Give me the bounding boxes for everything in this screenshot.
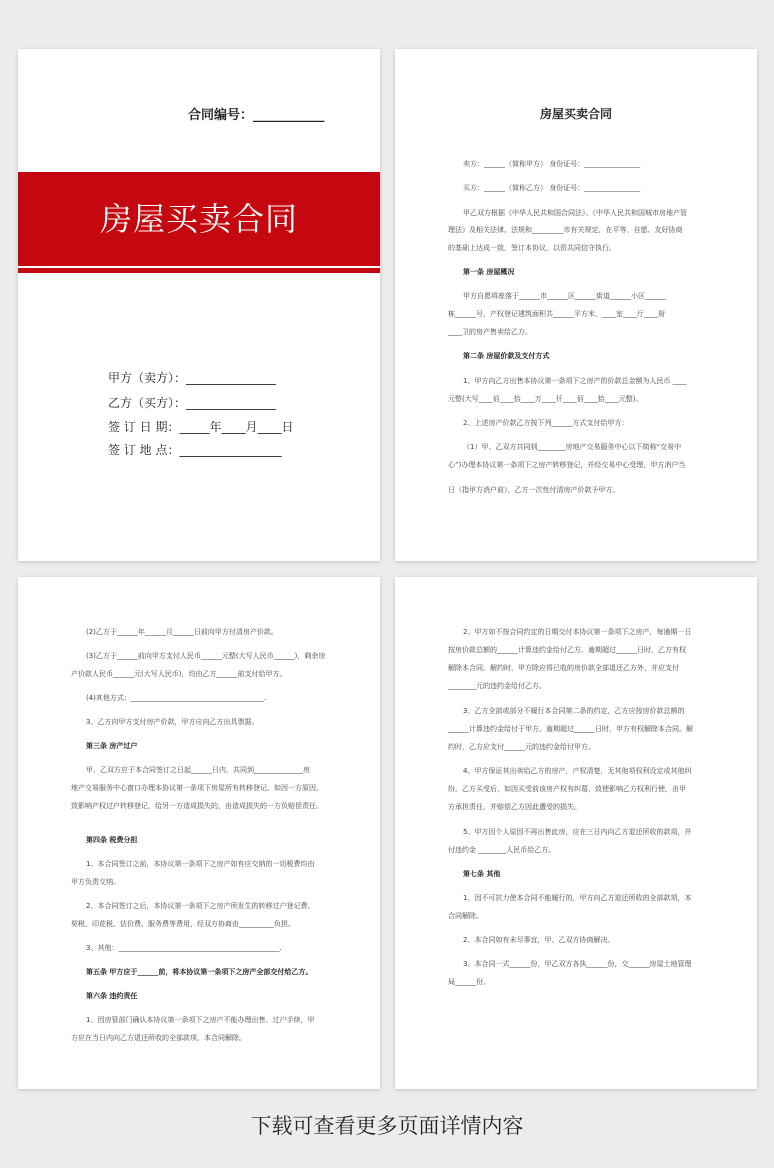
sign-date-field: 签 订 日 期：_____年____月____日 [108, 420, 294, 434]
text-line: ______计算违约金给付于甲方。逾期超过______日时，甲方有权解除本合同。解 [448, 725, 693, 733]
contract-page-2 [18, 577, 380, 1089]
text-line: 局______份。 [448, 978, 490, 986]
text-line: 方应在当日内向乙方退还所收的全部款项，本合同解除。 [71, 1034, 246, 1042]
text-line: 甲、乙双方应于本合同签订之日起______日内，共同到______________房 [86, 766, 310, 774]
text-line: 付违约金 ________人民币给乙方。 [448, 846, 556, 854]
text-line: 契税、印花税、估价费、服务费等费用，经双方协商由__________负担。 [71, 920, 295, 928]
text-line: 地产交易服务中心窗口办理本协议第一条项下房屋所有转移登记。如因一方原因， [71, 784, 323, 792]
text-line: 1、因不可抗力使本合同不能履行的，甲方向乙方退还所收的全部款项，本 [463, 894, 692, 902]
section-heading: 第四条 税费分担 [86, 836, 138, 844]
text-line: 买方：______（简称乙方） 身份证号：________________ [463, 184, 641, 192]
text-line: 3、乙方全部或部分不履行本合同第二条的约定，乙方应按房价款总额的 [463, 707, 685, 715]
text-line: 心”)办理本协议第一条项下之房产转移登记，并经交易中心受理，甲方消户当 [448, 461, 686, 469]
text-line: ____卫的房产售卖给乙方。 [448, 328, 532, 336]
section-heading: 第三条 房产过户 [86, 742, 138, 750]
text-line: 元整(大写____佰____拾____万____仟____佰____拾____元整)。 [448, 395, 643, 403]
sign-place-field: 签 订 地 点：_________________ [108, 443, 282, 457]
title-underline [18, 268, 380, 273]
section-heading: 第二条 房屋价款及支付方式 [463, 352, 550, 360]
text-line: 方承担责任，并赔偿乙方因此遭受的损失。 [448, 803, 581, 811]
text-line: 栋______号，产权登记建筑面积共______平方米，____室____厅____厨 [448, 310, 665, 318]
text-line: 2、本合同签订之后，本协议第一条项下之房产所发生的转移过户登记费、 [86, 902, 315, 910]
text-line: 1、甲方向乙方出售本协议第一条项下之房产的价款总金额为人民币 ____ [463, 377, 687, 385]
contract-number: 合同编号：___________ [188, 108, 325, 123]
text-line: ________元的违约金给付乙方。 [448, 682, 546, 690]
text-line: 3、本合同一式______份，甲乙双方各执______份，交______房屋土地管理 [463, 960, 692, 968]
cover-title: 房屋买卖合同 [99, 200, 298, 238]
text-line: 3、其他：______________________________________________. [86, 944, 282, 952]
text-line: (2)乙方于______年______月______日前向甲方付清房产价款。 [86, 628, 278, 636]
text-line: (3)乙方于______前向甲方支付人民币______元整(大写人民币______)，剩余房 [86, 652, 326, 660]
page-title: 房屋买卖合同 [539, 107, 612, 121]
text-line: （1）甲、乙双方共同到________房地产交易服务中心以下简称“交易中 [463, 443, 682, 451]
text-line: 的基础上达成一致，签订本协议，以资共同信守执行。 [448, 244, 616, 252]
text-line: 甲方自愿将座落于______市______区______街道______小区______ [463, 292, 666, 300]
text-line: 甲乙双方根据《中华人民共和国合同法》、《中华人民共和国城市房地产管 [463, 209, 687, 217]
text-line: 卖方：______（简称甲方） 身份证号：________________ [463, 160, 641, 168]
cover-page [18, 49, 380, 561]
text-line: 2、上述房产价款乙方按下列______方式支付给甲方： [463, 419, 629, 427]
text-line: 合同解除。 [448, 912, 483, 920]
download-hint: 下载可查看更多页面详情内容 [250, 1114, 524, 1138]
text-line: 2、本合同如有未尽事宜，甲、乙双方协商解决。 [463, 936, 615, 944]
section-heading: 第七条 其他 [463, 870, 501, 878]
section-heading: 第六条 违约责任 [86, 992, 138, 1000]
text-line: 致影响产权过户转移登记，给另一方造成损失的，由造成损失的一方负赔偿责任。 [71, 802, 323, 810]
party-a-field: 甲方（卖方）：_______________ [108, 371, 277, 385]
contract-page-3 [395, 577, 757, 1089]
text-line: 1、因房管部门确认本协议第一条项下之房产不能办理出售、过户手续，甲 [86, 1016, 315, 1024]
party-b-field: 乙方（买方）：_______________ [108, 396, 277, 410]
contract-page-1 [395, 49, 757, 561]
text-line: (4)其他方式：______________________________________. [86, 694, 267, 702]
text-line: 解除本合同。解约时，甲方除应将已收的房价款全部退还乙方外，并应支付 [448, 664, 679, 672]
text-line: 约时，乙方应支付______元的违约金给付甲方。 [448, 743, 595, 751]
text-line: 1、本合同签订之前，本协议第一条项下之房产如有应交纳的一切税费均由 [86, 860, 315, 868]
section-heading: 第五条 甲方应于______前，将本协议第一条项下之房产全部交付给乙方。 [86, 968, 313, 976]
text-line: 2、甲方如不按合同约定的日期交付本协议第一条项下之房产，每逾期一日 [463, 628, 692, 636]
text-line: 5、甲方因个人原因不再出售此房，应在三日内向乙方退还所收的款项，并 [463, 828, 692, 836]
text-line: 日（指甲方消户前），乙方一次性付清房产价款予甲方。 [448, 486, 620, 494]
text-line: 4、甲方保证其出卖给乙方的房产，产权清楚，无其他项权利设定或其他纠 [463, 767, 692, 775]
text-line: 理法》及相关法律、法规和_________市有关规定，在平等、自愿、友好协商 [448, 226, 683, 234]
text-line: 3、乙方向甲方支付房产价款，甲方应向乙方出具票据。 [86, 718, 259, 726]
text-line: 甲方负责交纳。 [71, 878, 120, 886]
text-line: 纷。乙方买受后，如因买受前该房产权有纠葛，致使影响乙方权利行使，由甲 [448, 785, 686, 793]
text-line: 产价款人民币______元(大写人民币)，均由乙方______前支付给甲方。 [71, 670, 287, 678]
text-line: 按房价款总额的______计算违约金给付乙方。逾期超过______日时，乙方有权 [448, 646, 686, 654]
section-heading: 第一条 房屋概况 [463, 268, 515, 276]
